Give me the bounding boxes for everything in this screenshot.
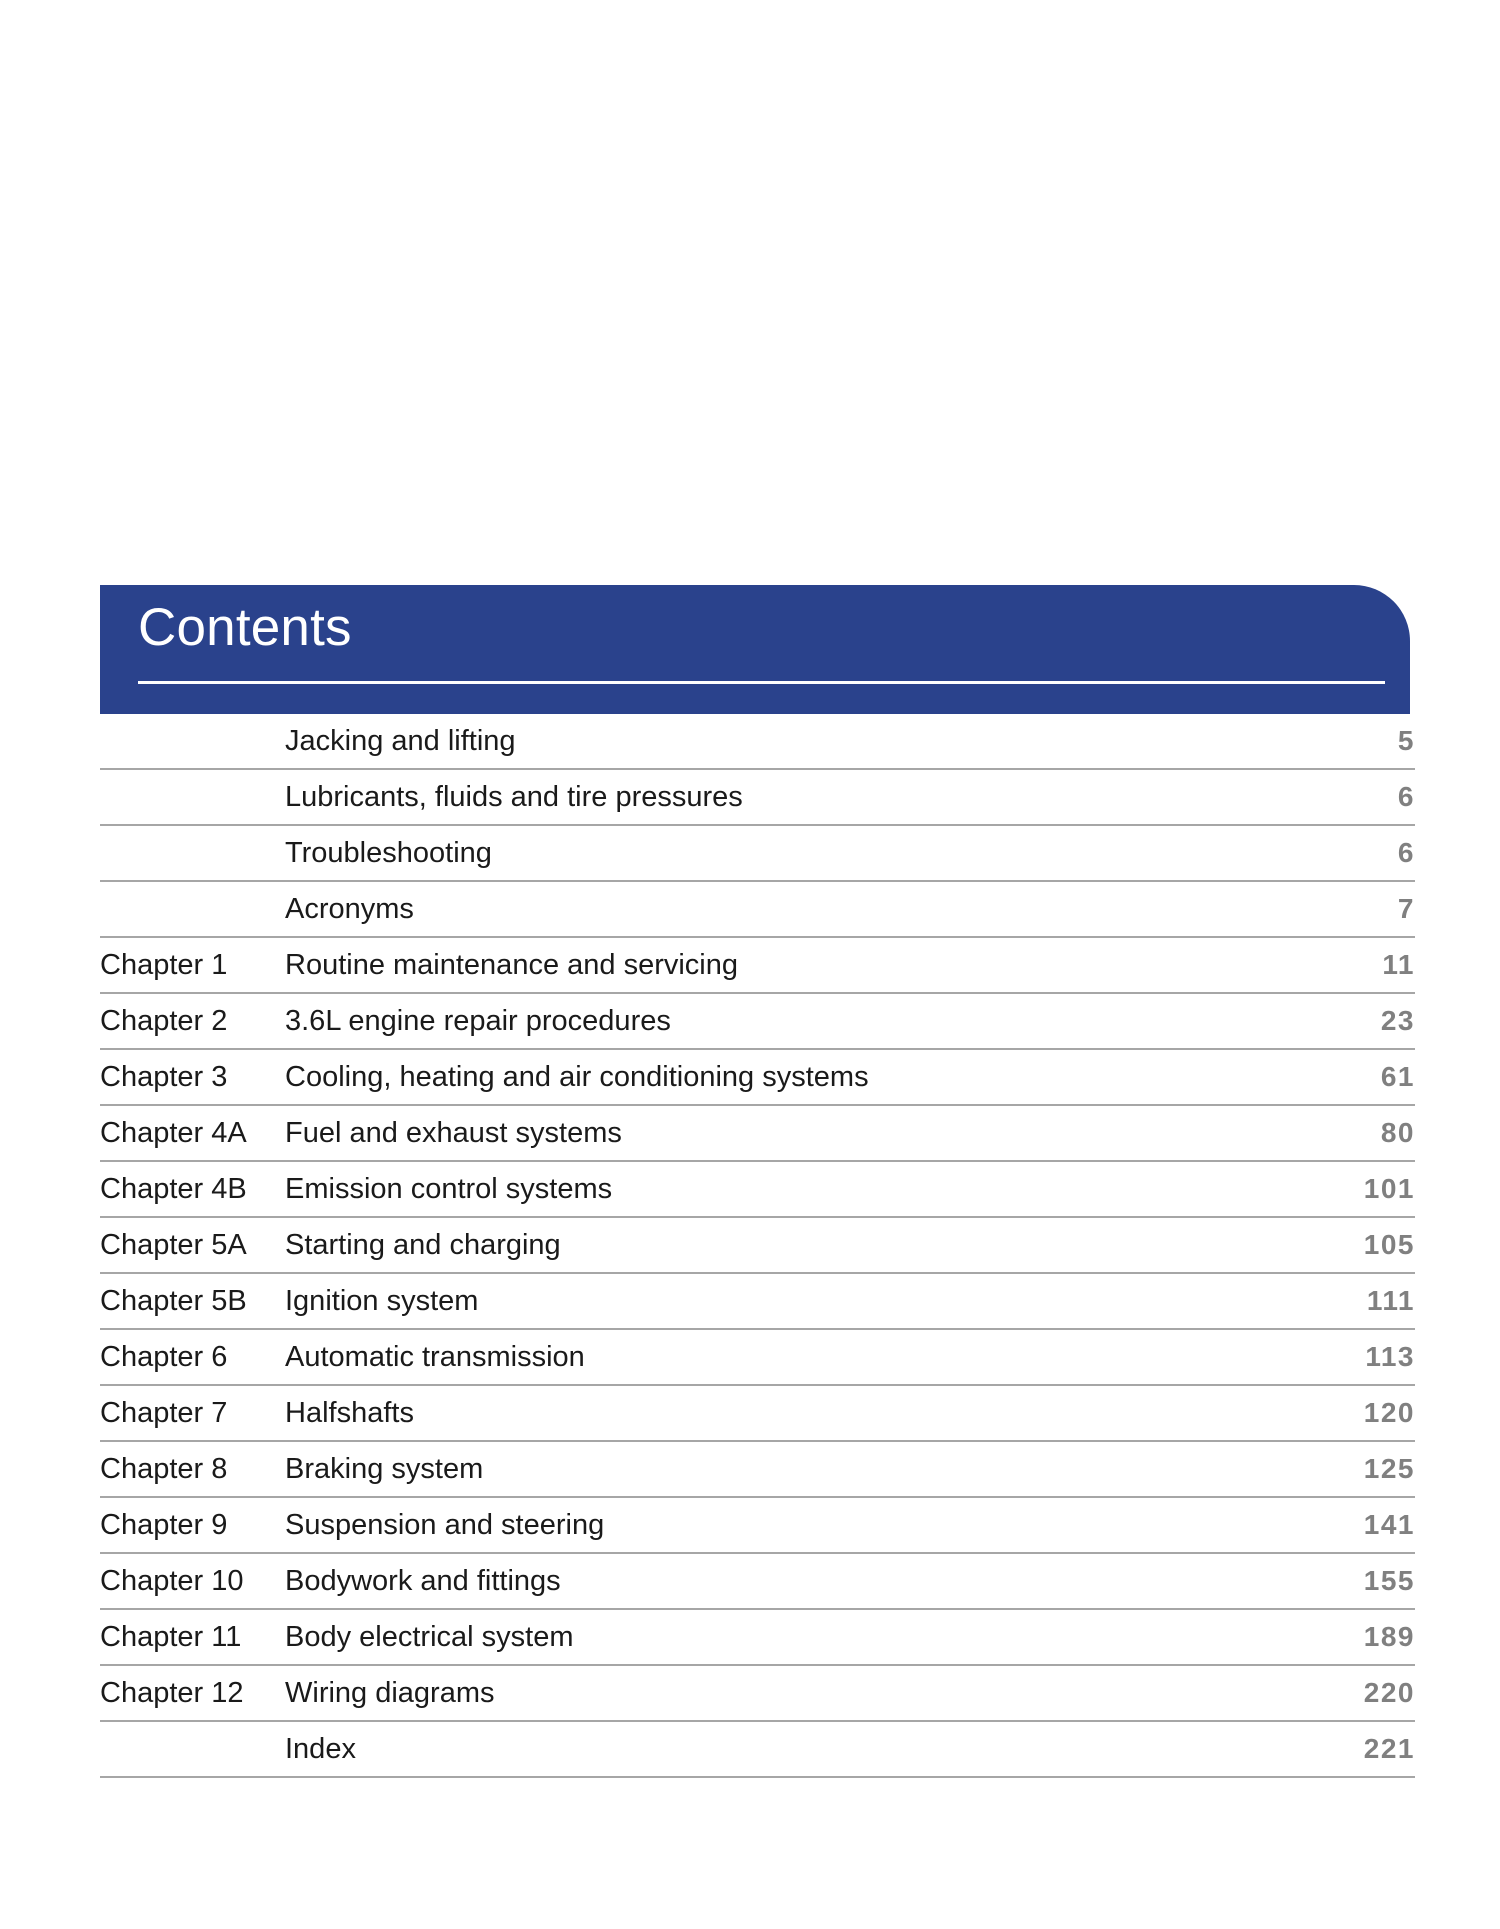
toc-row[interactable] — [100, 1218, 1415, 1274]
toc-row[interactable] — [100, 1274, 1415, 1330]
toc-row[interactable] — [100, 1610, 1415, 1666]
toc-page-number: 220 — [1363, 1677, 1415, 1708]
toc-row[interactable] — [100, 1722, 1415, 1778]
toc-chapter-label: Chapter 1 — [100, 949, 228, 981]
toc-row[interactable] — [100, 1498, 1415, 1554]
toc-row[interactable] — [100, 1106, 1415, 1162]
toc-row[interactable] — [100, 1666, 1415, 1722]
toc-entry-title[interactable]: Ignition system — [285, 1285, 479, 1317]
toc-chapter-label: Chapter 8 — [100, 1453, 228, 1485]
toc-page-number: 221 — [1363, 1733, 1415, 1764]
toc-chapter-label: Chapter 9 — [100, 1509, 228, 1541]
toc-entry-title[interactable]: Fuel and exhaust systems — [285, 1117, 622, 1149]
toc-entry-title[interactable]: 3.6L engine repair procedures — [285, 1005, 671, 1037]
toc-page-number: 120 — [1363, 1397, 1415, 1428]
toc-page-number: 189 — [1363, 1621, 1415, 1652]
toc-entry-title[interactable]: Suspension and steering — [285, 1509, 605, 1541]
toc-page-number: 6 — [1397, 781, 1415, 812]
toc-entry-title[interactable]: Jacking and lifting — [285, 725, 516, 757]
toc-chapter-label: Chapter 10 — [100, 1565, 244, 1597]
toc-chapter-label: Chapter 4A — [100, 1117, 247, 1149]
toc-entry-title[interactable]: Braking system — [285, 1453, 484, 1485]
page-title: Contents — [138, 598, 352, 657]
toc-row[interactable] — [100, 938, 1415, 994]
banner-divider — [138, 681, 1385, 684]
toc-row[interactable] — [100, 1050, 1415, 1106]
toc-entry-title[interactable]: Automatic transmission — [285, 1341, 585, 1373]
toc-page-number: 11 — [1382, 949, 1415, 980]
toc-chapter-label: Chapter 7 — [100, 1397, 228, 1429]
toc-page-number: 6 — [1397, 837, 1415, 868]
toc-entry-title[interactable]: Halfshafts — [285, 1397, 414, 1429]
toc-chapter-label: Chapter 5B — [100, 1285, 247, 1317]
toc-entry-title[interactable]: Cooling, heating and air conditioning systems — [285, 1061, 869, 1093]
toc-page-number: 5 — [1397, 725, 1415, 756]
table-of-contents — [100, 714, 1415, 1778]
toc-chapter-label: Chapter 2 — [100, 1005, 228, 1037]
toc-entry-title[interactable]: Acronyms — [285, 893, 414, 925]
toc-entry-title[interactable]: Troubleshooting — [285, 837, 492, 869]
toc-row[interactable] — [100, 1162, 1415, 1218]
toc-entry-title[interactable]: Index — [285, 1733, 356, 1765]
toc-row[interactable] — [100, 1386, 1415, 1442]
toc-page-number: 101 — [1363, 1173, 1415, 1204]
toc-entry-title[interactable]: Routine maintenance and servicing — [285, 949, 738, 981]
toc-page-number: 113 — [1365, 1341, 1415, 1372]
toc-page-number: 80 — [1380, 1117, 1415, 1148]
toc-row[interactable] — [100, 826, 1415, 882]
toc-row[interactable] — [100, 1442, 1415, 1498]
toc-entry-title[interactable]: Bodywork and fittings — [285, 1565, 561, 1597]
toc-chapter-label: Chapter 5A — [100, 1229, 247, 1261]
toc-page-number: 141 — [1363, 1509, 1415, 1540]
toc-chapter-label: Chapter 12 — [100, 1677, 244, 1709]
toc-row[interactable] — [100, 1330, 1415, 1386]
toc-chapter-label: Chapter 6 — [100, 1341, 228, 1373]
toc-entry-title[interactable]: Wiring diagrams — [285, 1677, 495, 1709]
toc-page-number: 61 — [1380, 1061, 1415, 1092]
toc-chapter-label: Chapter 4B — [100, 1173, 247, 1205]
toc-page-number: 105 — [1363, 1229, 1415, 1260]
toc-page-number: 7 — [1397, 893, 1415, 924]
toc-page-number: 155 — [1363, 1565, 1415, 1596]
toc-chapter-label: Chapter 3 — [100, 1061, 228, 1093]
toc-row[interactable] — [100, 1554, 1415, 1610]
toc-row[interactable] — [100, 994, 1415, 1050]
toc-chapter-label: Chapter 11 — [100, 1621, 242, 1653]
toc-page-number: 23 — [1380, 1005, 1415, 1036]
toc-entry-title[interactable]: Body electrical system — [285, 1621, 574, 1653]
toc-entry-title[interactable]: Emission control systems — [285, 1173, 613, 1205]
toc-page-number: 125 — [1363, 1453, 1415, 1484]
toc-row[interactable] — [100, 770, 1415, 826]
toc-row[interactable] — [100, 882, 1415, 938]
toc-entry-title[interactable]: Lubricants, fluids and tire pressures — [285, 781, 743, 813]
toc-entry-title[interactable]: Starting and charging — [285, 1229, 561, 1261]
contents-banner — [100, 585, 1410, 714]
toc-page-number: 111 — [1366, 1285, 1415, 1316]
toc-row[interactable] — [100, 714, 1415, 770]
